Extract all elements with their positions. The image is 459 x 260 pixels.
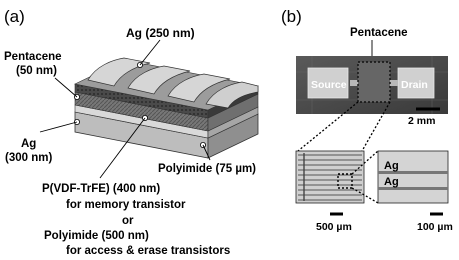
label-source: Source [311,79,347,91]
device-layer-stack [75,58,258,158]
panel-b [281,7,453,233]
label-polyimide-substrate: Polyimide (75 µm) [158,163,257,175]
micrograph-right [378,151,448,203]
label-or: or [122,215,134,227]
photo-device [296,56,448,114]
label-pentacene: Pentacene [4,51,62,63]
label-ag-top: Ag (250 nm) [126,26,195,40]
label-pvdf: P(VDF-TrFE) (400 nm) [42,183,161,195]
panel-a-label: (a) [4,7,25,26]
label-ag-2: Ag [384,176,399,188]
panel-b-label: (b) [281,7,302,26]
label-polyimide-gate: Polyimide (500 nm) [44,230,149,242]
label-scale-2mm: 2 mm [408,115,436,127]
panel-a [4,7,258,257]
label-memory-transistor: for memory transistor [66,199,186,211]
label-ag-1: Ag [384,160,399,172]
label-ag-bottom-thickness: (300 nm) [5,152,53,164]
label-pentacene-thickness: (50 nm) [16,65,57,77]
pentacene-area-box [358,62,390,102]
label-scale-500um: 500 µm [316,221,352,233]
micrograph-left [296,151,364,203]
label-pentacene-b: Pentacene [350,27,408,39]
label-drain: Drain [401,79,428,91]
label-access-erase: for access & erase transistors [66,245,231,257]
label-ag-bottom: Ag [21,138,37,150]
label-scale-100um: 100 µm [417,221,453,233]
